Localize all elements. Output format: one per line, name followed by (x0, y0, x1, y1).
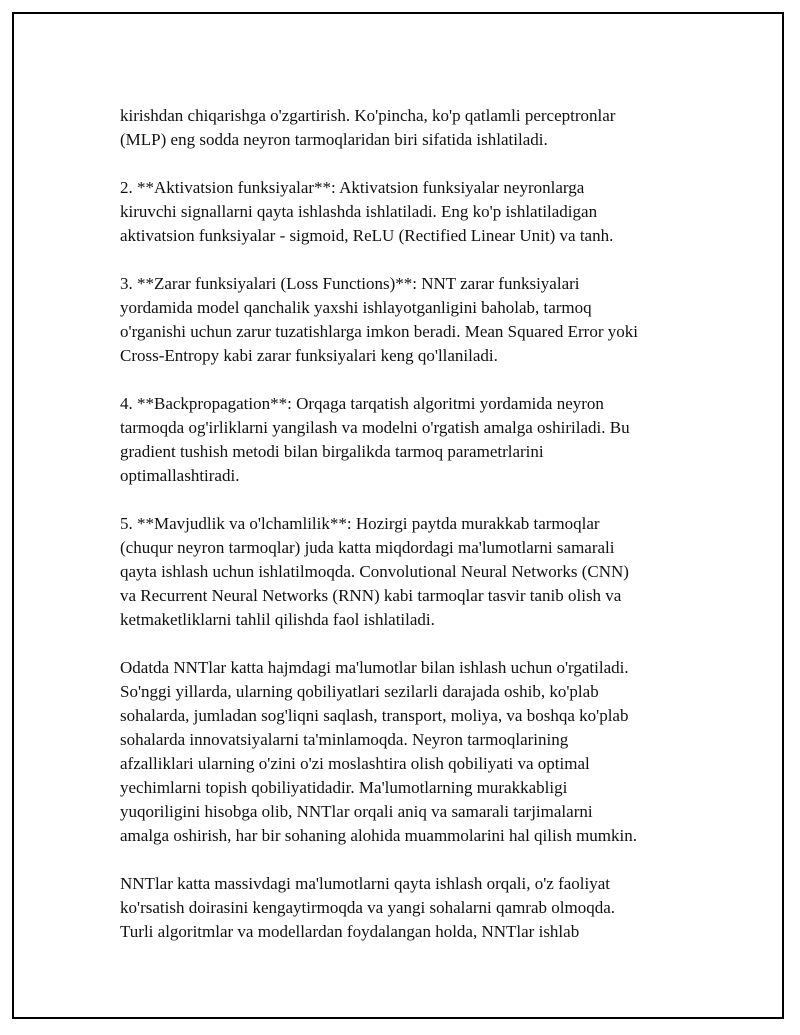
document-body (120, 104, 700, 968)
paragraph-activation-functions: 2. **Aktivatsion funksiyalar**: Aktivatsion funksiyalar neyronlarga kiruvchi signallarni qayta ishlashda ishlatiladi. Eng ko'p ishlatiladigan aktivatsion funksiyalar - sigmoid, ReLU (Rectified Linear Unit) va tanh. (120, 178, 614, 245)
document-page (12, 12, 784, 1019)
paragraph-loss-functions: 3. **Zarar funksiyalari (Loss Functions)**: NNT zarar funksiyalari yordamida model qanchalik yaxshi ishlayotganligini baholab, tarmoq o'rganishi uchun zarur tuzatishlarga imkon beradi. Mean Squared Error yoki Cross-Entropy kabi zarar funksiyalari keng qo'llaniladi. (120, 274, 638, 365)
paragraph-scalability: 5. **Mavjudlik va o'lchamlilik**: Hozirgi paytda murakkab tarmoqlar (chuqur neyron tarmoqlar) juda katta miqdordagi ma'lumotlarni samarali qayta ishlash uchun ishlatilmoqda. Convolutional Neural Networks (CNN) va Recurrent Neural Networks (RNN) kabi tarmoqlar tasvir tanib olish va ketmaketliklarni tahlil qilishda faol ishlatiladi. (120, 514, 629, 629)
paragraph-mlp-intro: kirishdan chiqarishga o'zgartirish. Ko'pincha, ko'p qatlamli perceptronlar (MLP) eng sodda neyron tarmoqlaridan biri sifatida ishlatiladi. (120, 106, 616, 149)
paragraph-expansion: NNTlar katta massivdagi ma'lumotlarni qayta ishlash orqali, o'z faoliyat ko'rsatish doirasini kengaytirmoqda va yangi sohalarni qamrab olmoqda. Turli algoritmlar va modellardan foydalangan holda, NNTlar ishlab (120, 874, 616, 941)
paragraph-training-applications: Odatda NNTlar katta hajmdagi ma'lumotlar bilan ishlash uchun o'rgatiladi. So'nggi yillarda, ularning qobiliyatlari sezilarli darajada oshib, ko'plab sohalarda, jumladan sog'liqni saqlash, transport, moliya, va boshqa ko'plab sohalarda innovatsiyalarni ta'minlamoqda. Neyron tarmoqlarining afzalliklari ularning o'zini o'zi moslashtira olish qobiliyati va optimal yechimlarni topish qobiliyatidadir. Ma'lumotlarning murakkabligi yuqoriligini hisobga olib, NNTlar orqali aniq va samarali tarjimalarni amalga oshirish, har bir sohaning alohida muammolarini hal qilish mumkin. (120, 658, 637, 845)
paragraph-backpropagation: 4. **Backpropagation**: Orqaga tarqatish algoritmi yordamida neyron tarmoqda og'irliklarni yangilash va modelni o'rgatish amalga oshiriladi. Bu gradient tushish metodi bilan birgalikda tarmoq parametrlarini optimallashtiradi. (120, 394, 630, 485)
